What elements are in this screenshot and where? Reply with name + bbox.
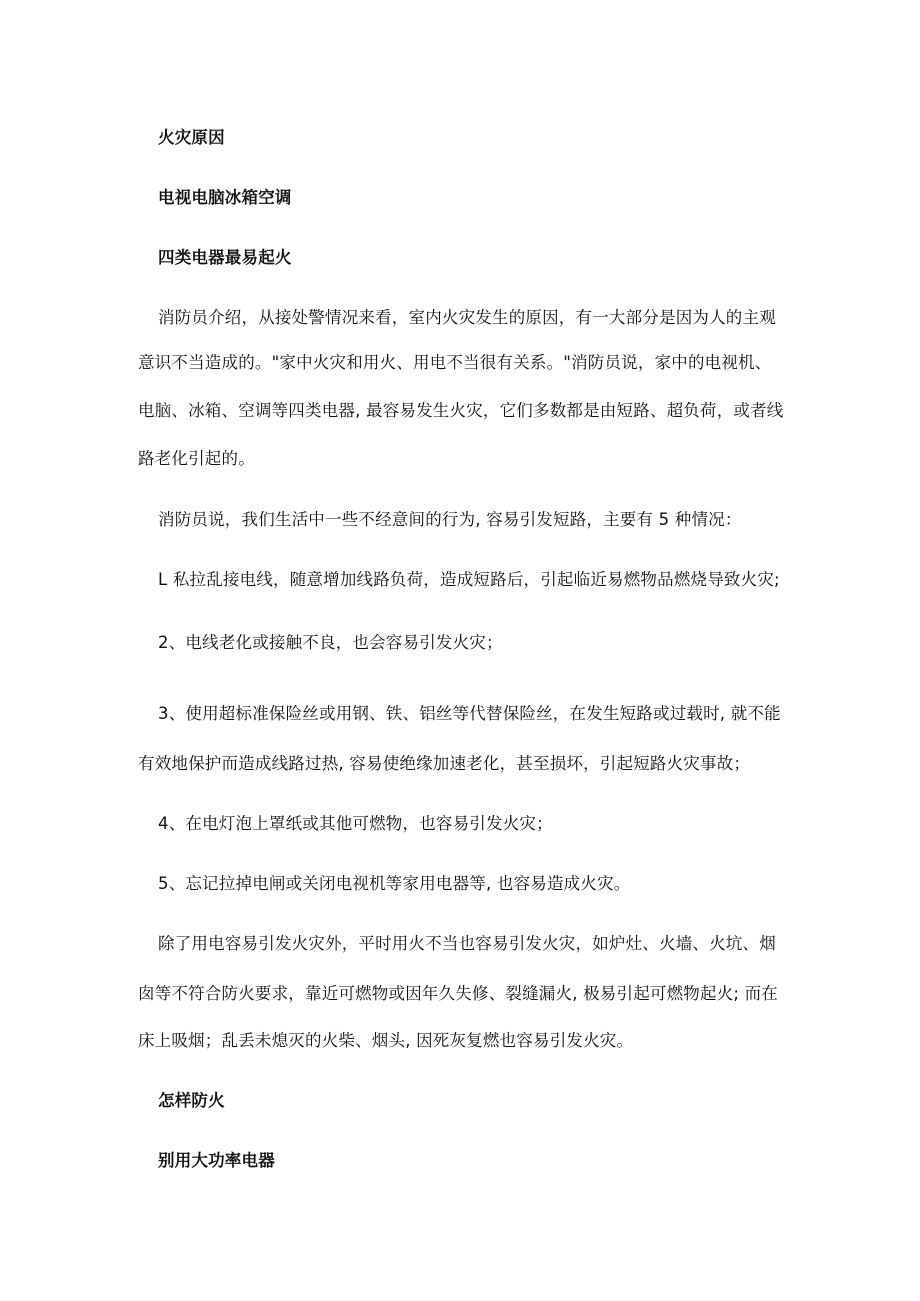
heading-fire-causes: 火灾原因 [158, 128, 225, 147]
paragraph-line: 消防员介绍，从接处警情况来看，室内火灾发生的原因，有一大部分是因为人的主观 [158, 308, 776, 327]
heading-four-appliances: 四类电器最易起火 [158, 248, 292, 267]
list-item: L 私拉乱接电线，随意增加线路负荷，造成短路后，引起临近易燃物品燃烧导致火灾; [158, 570, 780, 589]
list-item: 4、在电灯泡上罩纸或其他可燃物，也容易引发火灾； [158, 814, 553, 833]
paragraph-line: 床上吸烟；乱丢未熄灭的火柴、烟头, 因死灰复燃也容易引发火灾。 [138, 1031, 634, 1050]
heading-prevention: 怎样防火 [158, 1091, 225, 1110]
list-item: 3、使用超标准保险丝或用钢、铁、铝丝等代替保险丝，在发生短路或过载时, 就不能 [158, 704, 781, 723]
paragraph-line: 囱等不符合防火要求，靠近可燃物或因年久失修、裂缝漏火, 极易引起可燃物起火; 而在 [138, 984, 778, 1003]
list-item: 2、电线老化或接触不良，也会容易引发火灾； [158, 633, 503, 652]
paragraph-line: 路老化引起的。 [138, 449, 255, 468]
paragraph-line: 除了用电容易引发火灾外，平时用火不当也容易引发火灾，如炉灶、火墙、火坑、烟 [158, 934, 776, 953]
list-item: 5、忘记拉掉电闸或关闭电视机等家用电器等, 也容易造成火灾。 [158, 874, 631, 893]
heading-appliances: 电视电脑冰箱空调 [158, 188, 292, 207]
paragraph-line: 消防员说，我们生活中一些不经意间的行为, 容易引发短路，主要有 5 种情况： [158, 510, 742, 529]
list-item: 有效地保护而造成线路过热, 容易使绝缘加速老化，甚至损坏，引起短路火灾事故； [138, 754, 751, 773]
paragraph-line: 意识不当造成的。"家中火灾和用火、用电不当很有关系。"消防员说，家中的电视机、 [138, 353, 772, 372]
paragraph-line: 电脑、冰箱、空调等四类电器, 最容易发生火灾，它们多数都是由短路、超负荷，或者线 [138, 401, 784, 420]
heading-no-high-power: 别用大功率电器 [158, 1151, 275, 1170]
